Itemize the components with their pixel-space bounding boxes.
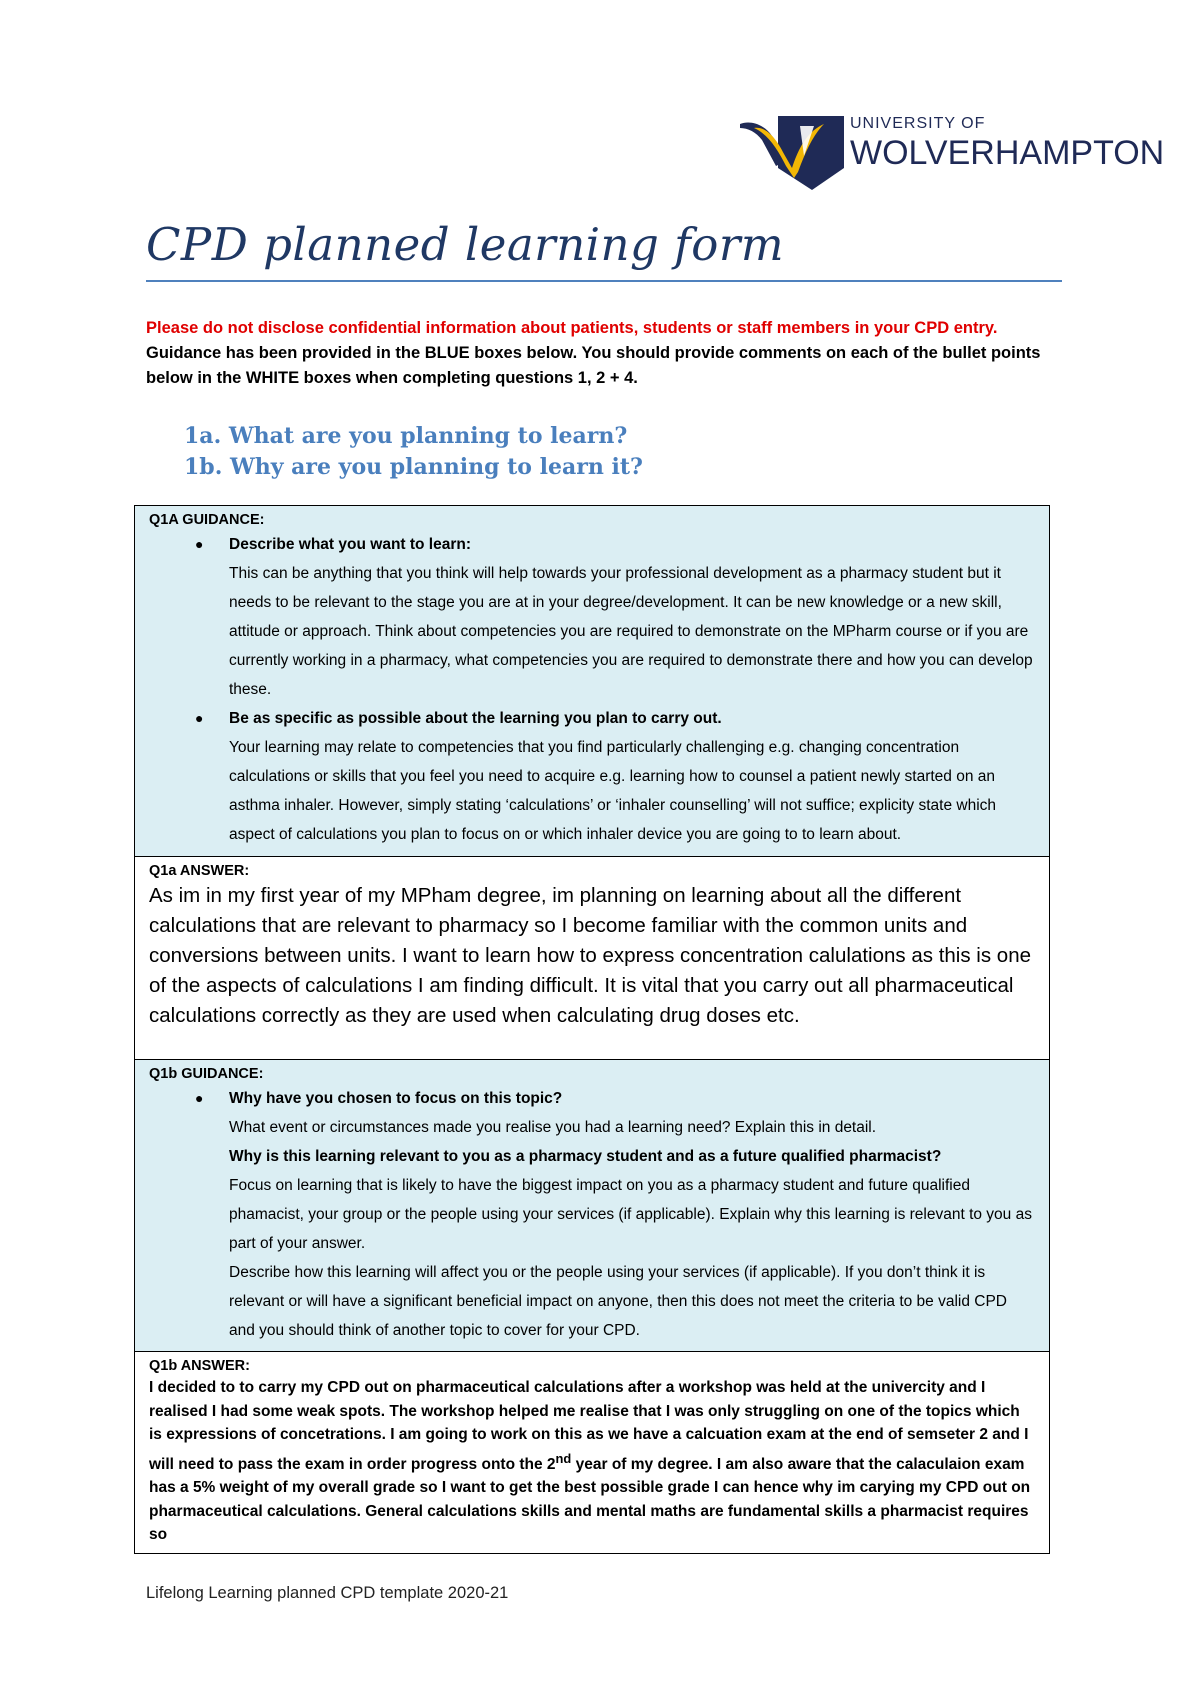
q1b-guidance-bullet: [195, 1084, 1035, 1345]
logo-line2: WOLVERHAMPTON: [850, 134, 1165, 172]
title-divider: [146, 280, 1062, 282]
q1a-guidance-box: [135, 506, 1050, 857]
q1b-guidance-line2: Why is this learning relevant to you as a pharmacy student and as a future qualified pharmacist?: [229, 1148, 942, 1165]
guidance-note: Guidance has been provided in the BLUE boxes below. You should provide comments on each of the bullet points below in the WHITE boxes when completing questions 1, 2 + 4.: [146, 344, 1041, 387]
bullet-icon: ●: [195, 1090, 204, 1106]
university-crest-icon: [740, 110, 845, 192]
q1b-guidance-box: [135, 1060, 1050, 1352]
q1a-answer-box[interactable]: [135, 857, 1050, 1060]
q1b-answer-superscript: nd: [555, 1450, 572, 1466]
intro-text: [146, 316, 1066, 391]
q1a-bullet1-title: Describe what you want to learn:: [229, 536, 472, 553]
q1b-answer-box[interactable]: [135, 1352, 1050, 1554]
q1b-answer-part2: year of my degree. I am also aware that the calaculaion exam has a 5% weight of my overall grade so I want to get the best possible grade I can hence why im carying my CPD out on pharmaceutical calculations. General calculations skills and mental maths are fundamental skills a pharmacist requires so: [149, 1455, 1031, 1544]
page-footer: Lifelong Learning planned CPD template 2020-21: [146, 1584, 509, 1602]
q1a-answer-label: Q1a ANSWER:: [149, 863, 250, 879]
bullet-icon: ●: [195, 536, 204, 552]
q1a-answer-text: As im in my first year of my MPham degree, im planning on learning about all the different calculations that are relevant to pharmacy so I become familiar with the common units and conversions between units. I want to learn how to express concentration calulations as this is one of the aspects of calculations I am finding difficult. It is vital that you carry out all pharmaceutical calculations correctly as they are used when calculating drug doses etc.: [149, 884, 1031, 1027]
q1b-answer-text: [149, 1376, 1035, 1547]
q1b-answer-label: Q1b ANSWER:: [149, 1358, 250, 1374]
q1a-bullet1-body: This can be anything that you think will help towards your professional development as a pharmacy student but it needs to be relevant to the stage you are at in your degree/development. It can be new knowledge or a new skill, attitude or approach. Think about competencies you are required to demonstrate on the MPharm course or if you are currently working in a pharmacy, what competencies you are required to demonstrate there and how you can develop these.: [229, 565, 1033, 698]
logo-line1: UNIVERSITY OF: [850, 115, 986, 132]
q1b-guidance-line1: What event or circumstances made you realise you had a learning need? Explain this in detail.: [229, 1119, 877, 1136]
question-1a-heading: 1a. What are you planning to learn?: [184, 423, 628, 449]
q1a-bullet2-body: Your learning may relate to competencies that you find particularly challenging e.g. changing concentration calculations or skills that you feel you need to acquire e.g. learning how to counsel a patient newly started on an asthma inhaler. However, simply stating ‘calculations’ or ‘inhaler counselling’ will not suffice; explicity state which aspect of calculations you plan to focus on or which inhaler device you are going to to learn about.: [229, 739, 997, 843]
university-logo: [740, 110, 1165, 192]
q1b-bullet-title: Why have you chosen to focus on this topic?: [229, 1090, 563, 1107]
bullet-icon: ●: [195, 710, 204, 726]
q1b-guidance-line4: Describe how this learning will affect you or the people using your services (if applicable). If you don’t think it is relevant or will have a significant beneficial impact on anyone, then this does not meet the criteria to be valid CPD and you should think of another topic to cover for your CPD.: [229, 1264, 1008, 1339]
q1a-guidance-bullet-1: [195, 530, 1035, 704]
q1b-guidance-line3: Focus on learning that is likely to have the biggest impact on you as a pharmacy student and future qualified phamacist, your group or the people using your services (if applicable). Explain why this learning is relevant to you as part of your answer.: [229, 1177, 1032, 1252]
question-1b-heading: 1b. Why are you planning to learn it?: [184, 454, 643, 480]
confidentiality-warning: Please do not disclose confidential information about patients, students or staff members in your CPD entry.: [146, 319, 998, 337]
q1b-guidance-label: Q1b GUIDANCE:: [149, 1066, 264, 1082]
cpd-form-table: [134, 505, 1050, 1554]
q1a-guidance-label: Q1A GUIDANCE:: [149, 512, 265, 528]
page-title: CPD planned learning form: [146, 218, 785, 271]
q1a-bullet2-title: Be as specific as possible about the learning you plan to carry out.: [229, 710, 722, 727]
q1a-guidance-bullet-2: [195, 704, 1035, 849]
q1b-answer-part1: I decided to to carry my CPD out on pharmaceutical calculations after a workshop was held at the univercity and I realised I had some weak spots. The workshop helped me realise that I was only struggling on one of the topics which is expressions of concetrations. I am going to work on this as we have a calcuation exam at the end of semseter 2 and I will need to pass the exam in order progress onto the 2: [149, 1379, 1029, 1473]
